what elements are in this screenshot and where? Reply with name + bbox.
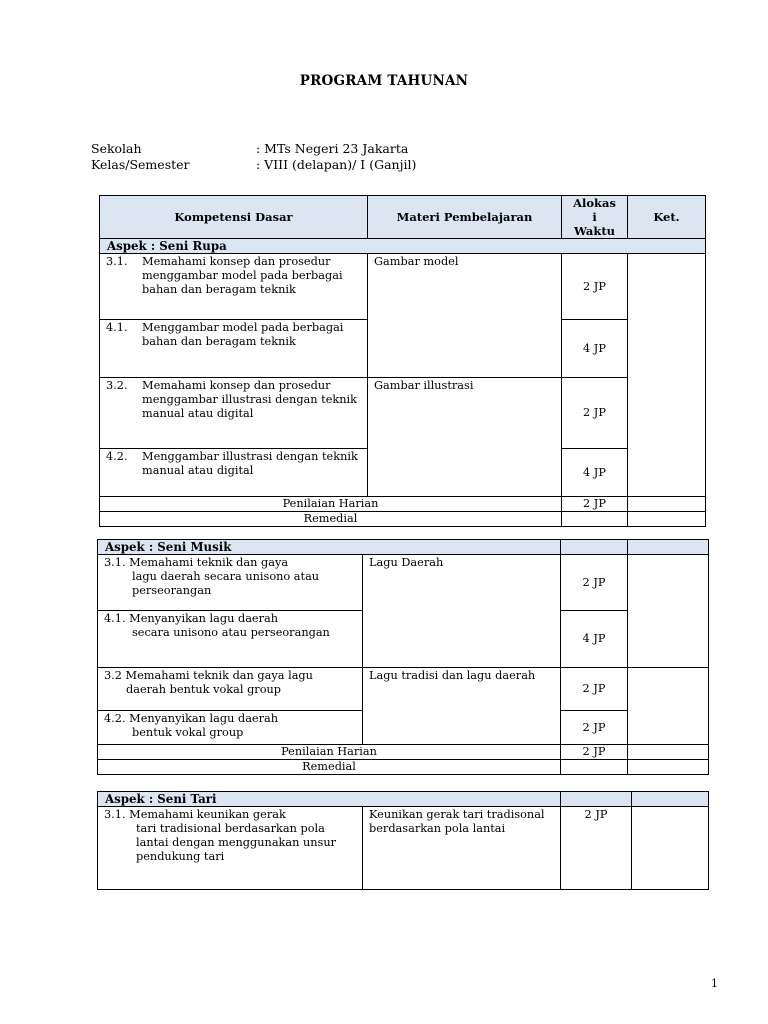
sekolah-label: Sekolah xyxy=(91,141,142,156)
materi-cell: Gambar model xyxy=(368,254,562,378)
kd-cell xyxy=(98,807,363,890)
table-seni-tari xyxy=(97,791,709,890)
table-row xyxy=(98,555,709,611)
remedial-jp xyxy=(562,512,628,527)
penilaian-jp: 2 JP xyxy=(562,497,628,512)
aspek-seni-musik: Aspek : Seni Musik xyxy=(98,540,561,555)
table-row xyxy=(100,378,706,449)
kd-rest: daerah bentuk vokal group xyxy=(126,683,282,696)
kd-text: Menggambar model pada berbagai bahan dan beragam teknik xyxy=(142,321,344,348)
aspek-seni-tari: Aspek : Seni Tari xyxy=(98,792,561,807)
kd-cell xyxy=(98,711,363,745)
penilaian-harian-label: Penilaian Harian xyxy=(98,745,561,760)
header-kompetensi-dasar: Kompetensi Dasar xyxy=(100,196,368,239)
kd-cell xyxy=(100,320,368,378)
kd-first-line: 3.2 Memahami teknik dan gaya lagu xyxy=(104,669,313,682)
penilaian-row xyxy=(98,745,709,760)
aspek-empty xyxy=(628,540,709,555)
remedial-row xyxy=(98,760,709,775)
aspek-empty xyxy=(632,792,709,807)
remedial-jp xyxy=(561,760,628,775)
jp-cell: 2 JP xyxy=(561,668,628,711)
kelas-label: Kelas/Semester xyxy=(91,157,190,172)
kd-cell xyxy=(100,378,368,449)
kd-text: Memahami konsep dan prosedur menggambar illustrasi dengan teknik manual atau digital xyxy=(142,379,357,420)
jp-cell: 2 JP xyxy=(561,711,628,745)
aspek-row xyxy=(100,239,706,254)
kd-number: 4.1. xyxy=(106,321,128,334)
kd-rest: tari tradisional berdasarkan pola lantai dengan menggunakan unsur pendukung tari xyxy=(136,822,337,863)
table-header-row xyxy=(100,196,706,239)
kd-rest: bentuk vokal group xyxy=(132,726,244,739)
materi-cell: Lagu Daerah xyxy=(363,555,561,668)
header-alokasi-waktu xyxy=(562,196,628,239)
penilaian-jp: 2 JP xyxy=(561,745,628,760)
remedial-label: Remedial xyxy=(98,760,561,775)
table-seni-rupa xyxy=(99,195,706,527)
kd-text: Memahami konsep dan prosedur menggambar model pada berbagai bahan dan beragam teknik xyxy=(142,255,343,296)
kd-number: 3.2. xyxy=(106,379,128,392)
kd-number: 4.2. xyxy=(106,450,128,463)
kd-first-line: 4.1. Menyanyikan lagu daerah xyxy=(104,612,279,625)
remedial-label: Remedial xyxy=(100,512,562,527)
jp-cell: 2 JP xyxy=(561,807,632,890)
header-ket: Ket. xyxy=(628,196,706,239)
kelas-value: : VIII (delapan)/ I (Ganjil) xyxy=(256,157,417,172)
page-title: PROGRAM TAHUNAN xyxy=(299,73,469,89)
info-kelas xyxy=(91,157,416,172)
ket-cell xyxy=(628,555,709,668)
aspek-row xyxy=(98,540,709,555)
kd-rest: secara unisono atau perseorangan xyxy=(132,626,330,639)
penilaian-row xyxy=(100,497,706,512)
kd-number: 3.1. xyxy=(106,255,128,268)
materi-cell: Keunikan gerak tari tradisonal berdasarkan pola lantai xyxy=(363,807,561,890)
page-number: 1 xyxy=(711,977,718,990)
ket-cell xyxy=(628,760,709,775)
materi-cell: Lagu tradisi dan lagu daerah xyxy=(363,668,561,745)
table-row xyxy=(100,254,706,320)
ket-cell xyxy=(628,254,706,497)
ket-cell xyxy=(628,512,706,527)
aspek-seni-rupa: Aspek : Seni Rupa xyxy=(100,239,706,254)
kd-text: Menggambar illustrasi dengan teknik manual atau digital xyxy=(142,450,358,477)
aspek-row xyxy=(98,792,709,807)
kd-cell xyxy=(100,449,368,497)
kd-cell xyxy=(100,254,368,320)
aspek-empty xyxy=(561,792,632,807)
header-materi-pembelajaran: Materi Pembelajaran xyxy=(368,196,562,239)
table-row xyxy=(98,668,709,711)
kd-cell xyxy=(98,668,363,711)
materi-cell: Gambar illustrasi xyxy=(368,378,562,497)
header-alokasi-2: i xyxy=(592,210,597,224)
ket-cell xyxy=(628,745,709,760)
sekolah-value: : MTs Negeri 23 Jakarta xyxy=(256,141,409,156)
remedial-row xyxy=(100,512,706,527)
kd-cell xyxy=(98,555,363,611)
jp-cell: 2 JP xyxy=(562,378,628,449)
jp-cell: 2 JP xyxy=(561,555,628,611)
jp-cell: 4 JP xyxy=(561,611,628,668)
kd-rest: lagu daerah secara unisono atau perseorangan xyxy=(132,570,320,597)
kd-cell xyxy=(98,611,363,668)
aspek-empty xyxy=(561,540,628,555)
ket-cell xyxy=(628,668,709,745)
table-row xyxy=(98,807,709,890)
penilaian-harian-label: Penilaian Harian xyxy=(100,497,562,512)
header-alokasi-1: Alokas xyxy=(573,196,616,210)
jp-cell: 4 JP xyxy=(562,449,628,497)
ket-cell xyxy=(632,807,709,890)
kd-first-line: 3.1. Memahami teknik dan gaya xyxy=(104,556,289,569)
ket-cell xyxy=(628,497,706,512)
jp-cell: 4 JP xyxy=(562,320,628,378)
header-alokasi-3: Waktu xyxy=(573,224,615,238)
table-seni-musik xyxy=(97,539,709,775)
jp-cell: 2 JP xyxy=(562,254,628,320)
info-sekolah xyxy=(91,141,408,156)
kd-first-line: 4.2. Menyanyikan lagu daerah xyxy=(104,712,279,725)
kd-first-line: 3.1. Memahami keunikan gerak xyxy=(104,808,286,821)
